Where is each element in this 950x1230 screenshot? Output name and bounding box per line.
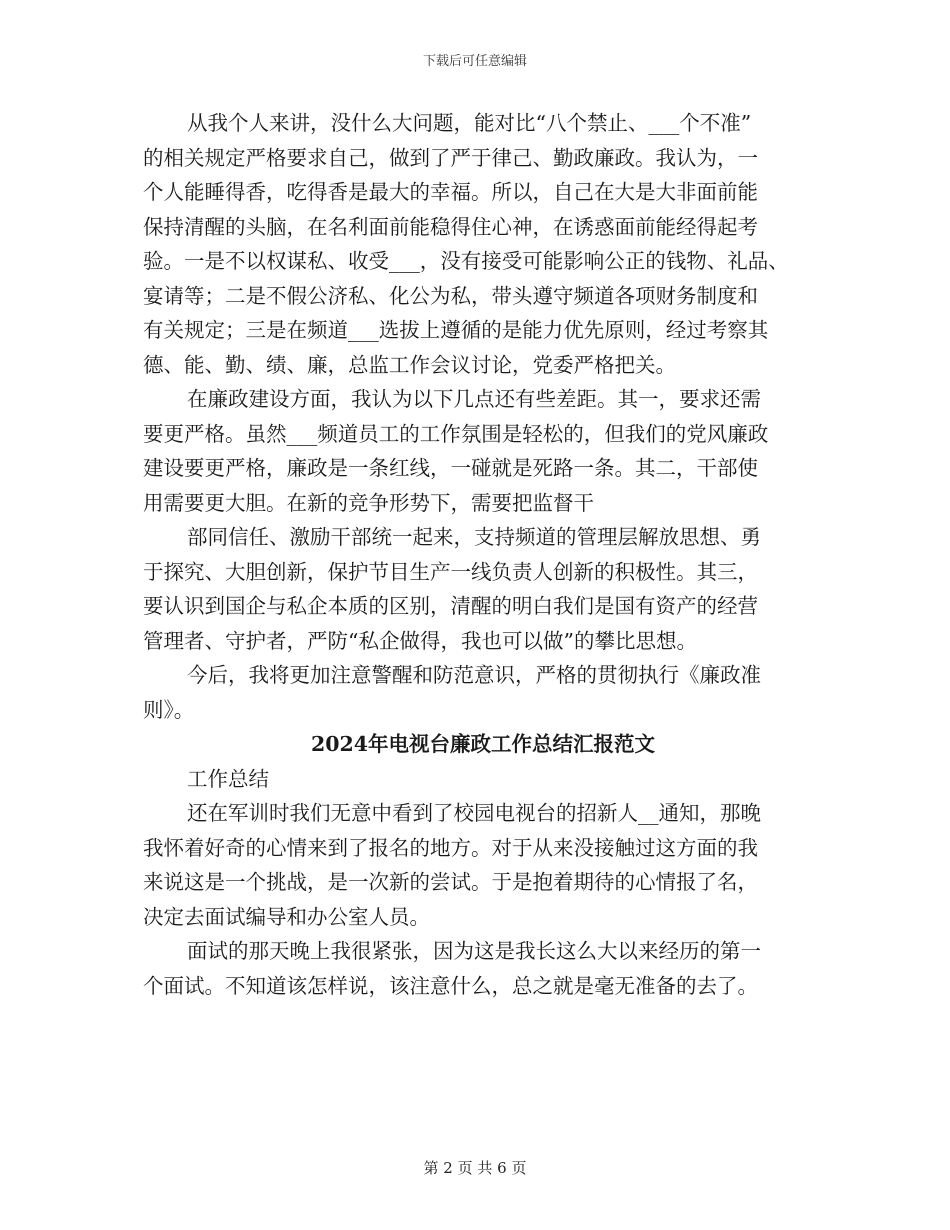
page-header: 下载后可任意编辑 <box>422 54 527 69</box>
text-line: 用需要更大胆。在新的竞争形势下，需要把监督干 <box>143 490 594 515</box>
text-line: 个人能睡得香，吃得香是最大的幸福。所以，自己在大是大非面前能 <box>143 180 758 204</box>
text-line: 从我个人来讲，没什么大问题，能对比“八个禁止、___个不准” <box>187 111 752 135</box>
text-line: 管理者、守护者，严防“私企做得，我也可以做”的攀比思想。 <box>143 628 697 653</box>
text-line: 要认识到国企与私企本质的区别，清醒的明白我们是国有资产的经营 <box>143 594 758 618</box>
text-line: 面试的那天晚上我很紧张，因为这是我长这么大以来经历的第一 <box>187 939 761 963</box>
text-line: 的相关规定严格要求自己，做到了严于律己、勤政廉政。我认为，一 <box>143 145 758 170</box>
text-line: 今后，我将更加注意警醒和防范意识，严格的贯彻执行《廉政准 <box>187 663 761 687</box>
section-title: 2024年电视台廉政工作总结汇报范文 <box>310 732 656 756</box>
text-line: 个面试。不知道该怎样说，该注意什么，总之就是毫无准备的去了。 <box>143 973 758 998</box>
document-body <box>143 106 823 1003</box>
text-line: 工作总结 <box>187 766 269 791</box>
text-line: 还在军训时我们无意中看到了校园电视台的招新人__通知，那晚 <box>187 801 761 825</box>
text-line: 决定去面试编导和办公室人员。 <box>143 904 430 929</box>
text-line: 于探究、大胆创新，保护节目生产一线负责人创新的积极性。其三， <box>143 559 758 584</box>
text-line: 宴请等；二是不假公济私、化公为私，带头遵守频道各项财务制度和 <box>143 283 758 308</box>
text-line: 则》。 <box>143 697 195 722</box>
text-line: 有关规定；三是在频道___选拔上遵循的是能力优先原则，经过考察其 <box>143 318 769 342</box>
text-line: 在廉政建设方面，我认为以下几点还有些差距。其一，要求还需 <box>187 387 761 411</box>
page-footer: 第 2 页 共 6 页 <box>423 1159 527 1177</box>
text-line: 部同信任、激励干部统一起来，支持频道的管理层解放思想、勇 <box>187 525 761 549</box>
text-line: 来说这是一个挑战，是一次新的尝试。于是抱着期待的心情报了名， <box>143 870 758 894</box>
text-line: 建设要更严格，廉政是一条红线，一碰就是死路一条。其二，干部使 <box>143 456 758 480</box>
text-line: 德、能、勤、绩、廉，总监工作会议讨论，党委严格把关。 <box>143 352 676 377</box>
text-line: 要更严格。虽然___频道员工的工作氛围是轻松的，但我们的党风廉政 <box>143 421 769 446</box>
text-line: 验。一是不以权谋私、收受___，没有接受可能影响公正的钱物、礼品、 <box>143 249 789 273</box>
text-line: 保持清醒的头脑，在名利面前能稳得住心神，在诱惑面前能经得起考 <box>143 214 758 239</box>
text-line: 我怀着好奇的心情来到了报名的地方。对于从来没接触过这方面的我 <box>143 835 758 860</box>
